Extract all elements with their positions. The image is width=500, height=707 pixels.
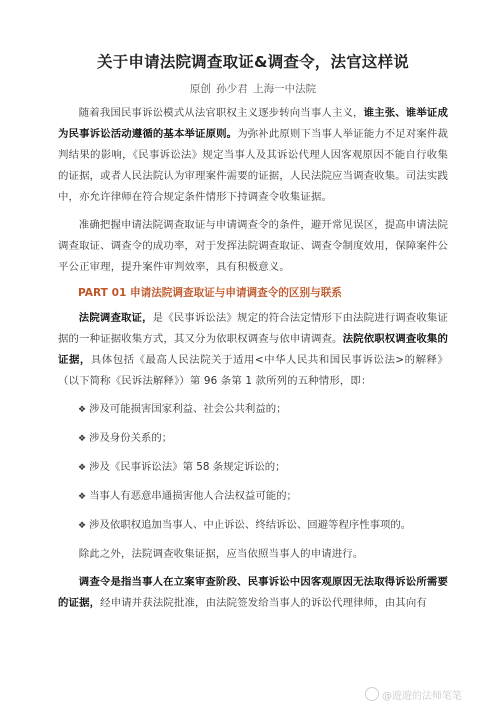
diamond-bullet-icon: ❖ (78, 492, 87, 502)
original-tag: 原创 (189, 83, 211, 95)
list-item (78, 457, 448, 479)
paragraph-investigation-order (58, 572, 448, 614)
list-item-text: 当事人有恶意串通损害他人合法权益可能的； (89, 490, 297, 502)
article-title: 关于申请法院调查取证&调查令，法官这样说 (96, 53, 410, 71)
diamond-bullet-icon: ❖ (78, 434, 87, 444)
list-item-text: 涉及《民事诉讼法》第 58 条规定诉讼的； (89, 461, 286, 473)
intro-text-2: 为弥补此原则下当事人举证能力不足对案件裁判结果的影响，《民事诉讼法》规定当事人及其诉讼代理人因客观原因不能自行收集的证据，或者人民法院认为审理案件需要的证据，人民法院应当调查收集。司法实践中，亦允许律师在符合规定条件情形下持调查令收集证据。 (58, 128, 449, 203)
court-investigation-text: 是《民事诉讼法》规定的符合法定情形下由法院进行调查收集证据的一种证据收集方式，其又分为依职权调查与依申请调查。 (58, 312, 448, 345)
diamond-bullet-icon: ❖ (78, 463, 87, 473)
list-item (78, 428, 448, 450)
diamond-bullet-icon: ❖ (78, 521, 87, 531)
paragraph-court-investigation (58, 308, 448, 392)
list-item (78, 515, 448, 537)
list-item (78, 399, 448, 421)
article-meta (58, 81, 448, 96)
paragraph-purpose: 准确把握申请法院调查取证与申请调查令的条件，避开常见误区，提高申请法院调查取证、调查令的成功率，对于发挥法院调查取证、调查令制度效用，保障案件公平公正审理，提升案件审判效率，具有积极意义。 (58, 219, 448, 273)
paragraph-intro (58, 103, 448, 208)
intro-bold: 谁主张、谁举证成为民事诉讼活动遵循的基本举证原则。 (58, 107, 448, 140)
weibo-logo-icon (365, 687, 379, 701)
publisher-name[interactable]: 上海一中法院 (253, 83, 317, 95)
section-heading: PART 01 申请法院调查取证与申请调查令的区别与联系 (78, 287, 342, 299)
watermark-text: @遊遊的法师笔笔 (382, 691, 462, 702)
list-item-text: 涉及依职权追加当事人、中止诉讼、终结诉讼、回避等程序性事项的。 (89, 519, 412, 531)
term-court-investigation: 法院调查取证， (78, 312, 153, 324)
watermark (365, 687, 462, 702)
paragraph-otherwise: 除此之外，法院调查收集证据，应当依照当事人的申请进行。 (78, 548, 364, 560)
term-investigation-order: 调查令是指当事人在立案审查阶段、民事诉讼中因客观原因无法取得诉讼所需要的证据， (58, 576, 448, 609)
list-item-text: 涉及身份关系的； (89, 432, 173, 444)
intro-text-1: 随着我国民事诉讼模式从法官职权主义逐步转向当事人主义， (78, 107, 364, 119)
diamond-bullet-icon: ❖ (78, 405, 87, 415)
list-item (78, 486, 448, 508)
investigation-order-text: 经申请并获法院批准，由法院签发给当事人的诉讼代理律师，由其向有 (100, 597, 427, 609)
article (58, 50, 448, 621)
ex-officio-text: 具体包括《最高人民法院关于适用<中华人民共和国民事诉讼法>的解释》（以下简称《民诉法解释》）第 96 条第 1 款所列的五种情形，即： (58, 354, 449, 387)
list-item-text: 涉及可能损害国家利益、社会公共利益的； (89, 403, 287, 415)
term-ex-officio: 法院依职权调查收集的证据， (58, 333, 449, 366)
author-name[interactable]: 孙少君 (216, 83, 248, 95)
